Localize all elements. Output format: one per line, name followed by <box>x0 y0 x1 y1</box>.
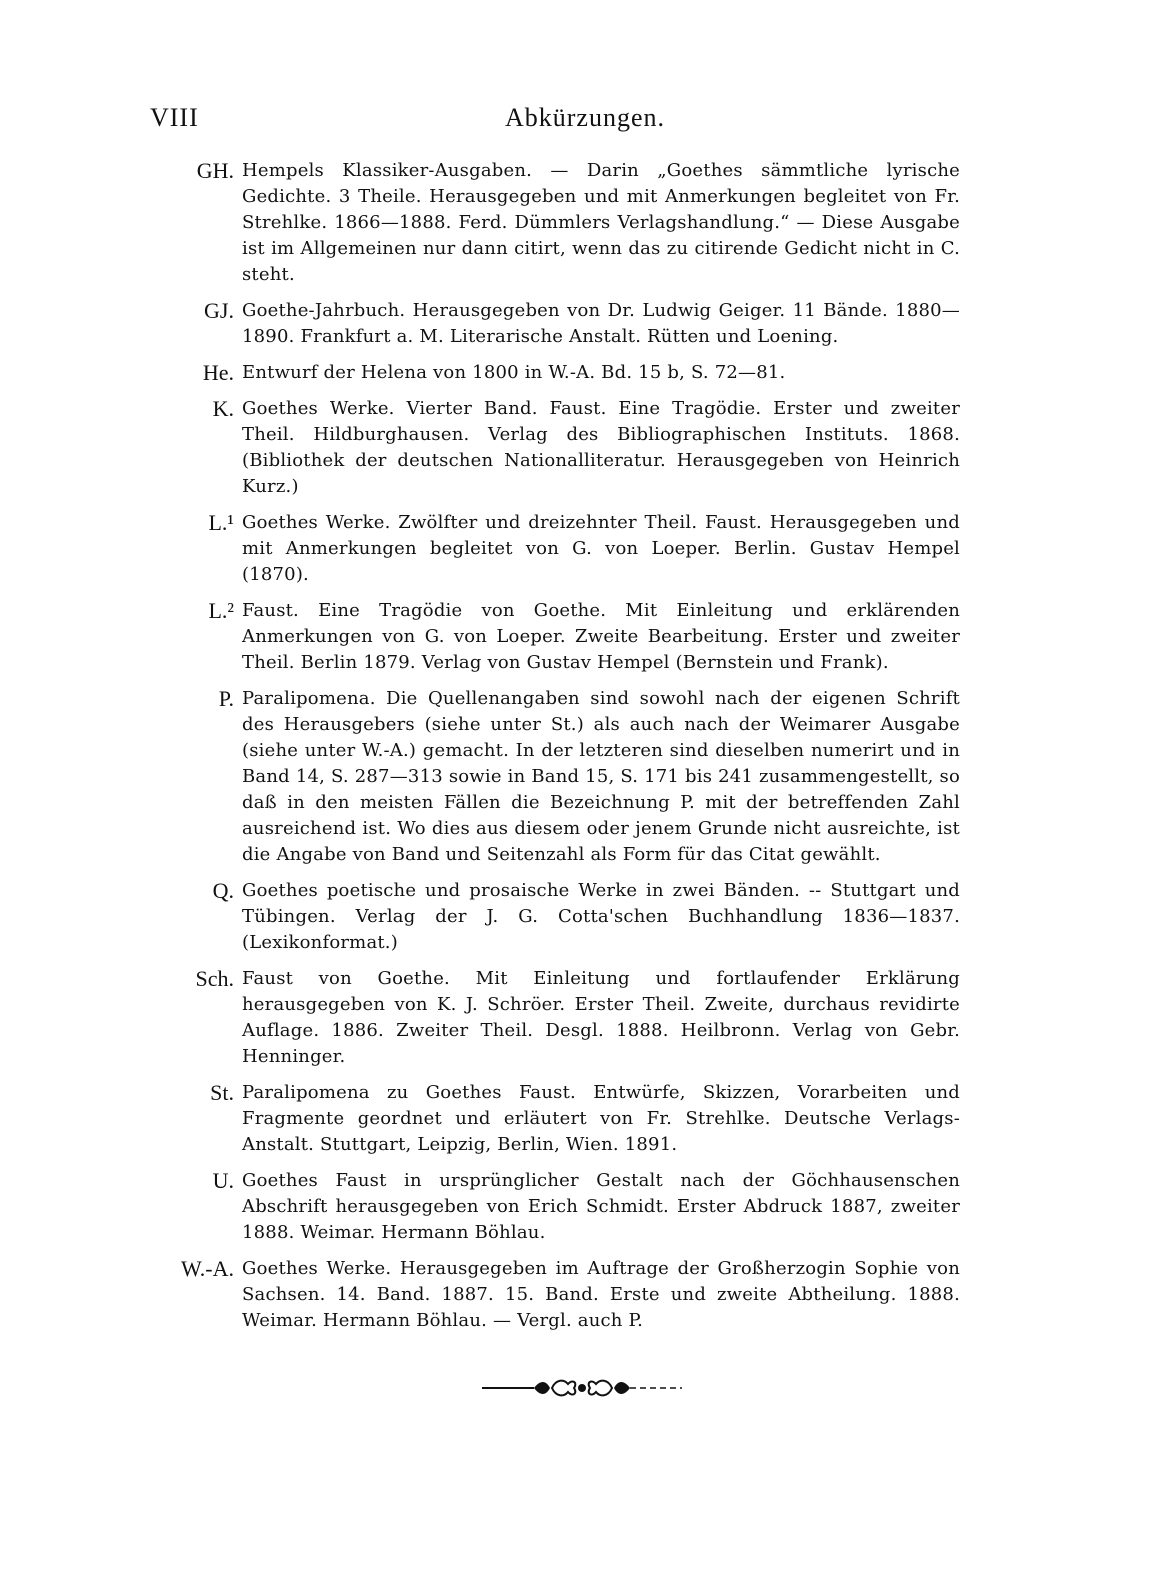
abbreviation-description: Paralipomena zu Goethes Faust. Entwürfe, Skizzen, Vorarbeiten und Fragmente geordnet und erläutert von Fr. Strehlke. Deutsche Verlags-Anstalt. Stuttgart, Leipzig, Berlin, Wien. 1891. <box>242 1082 960 1155</box>
abbreviation-term: St. <box>210 1080 234 1105</box>
ornamental-rule-icon <box>0 1376 1163 1404</box>
abbreviation-description: Goethes Werke. Zwölfter und dreizehnter Theil. Faust. Herausgegeben und mit Anmerkungen begleitet von G. von Loeper. Berlin. Gustav Hempel (1870). <box>242 512 960 585</box>
abbreviation-term: L.² <box>208 598 234 623</box>
abbreviation-term: L.¹ <box>208 510 234 535</box>
abbreviation-term: U. <box>212 1168 234 1193</box>
abbreviation-description: Goethes Faust in ursprünglicher Gestalt nach der Göchhausenschen Abschrift herausgegeben von Erich Schmidt. Erster Abdruck 1887, zweiter 1888. Weimar. Hermann Böhlau. <box>242 1170 960 1243</box>
list-item <box>160 158 960 288</box>
abbreviation-term: GH. <box>196 158 234 183</box>
ornamental-rule-icon <box>482 1376 682 1400</box>
page-header <box>150 103 1020 143</box>
list-item <box>160 966 960 1070</box>
list-item <box>160 298 960 350</box>
list-item <box>160 598 960 676</box>
abbreviation-description: Goethe-Jahrbuch. Herausgegeben von Dr. Ludwig Geiger. 11 Bände. 1880—1890. Frankfurt a. M. Literarische Anstalt. Rütten und Loening. <box>242 300 960 347</box>
list-item <box>160 686 960 868</box>
abbreviation-description: Goethes Werke. Herausgegeben im Auftrage der Großherzogin Sophie von Sachsen. 14. Band. 1887. 15. Band. Erste und zweite Abtheilung. 1888. Weimar. Hermann Böhlau. — Vergl. auch P. <box>242 1258 960 1331</box>
abbreviation-description: Faust von Goethe. Mit Einleitung und fortlaufender Erklärung herausgegeben von K. J. Schröer. Erster Theil. Zweite, durchaus revidirte Auflage. 1886. Zweiter Theil. Desgl. 1888. Heilbronn. Verlag von Gebr. Henninger. <box>242 968 960 1067</box>
abbreviation-term: GJ. <box>204 298 234 323</box>
abbreviation-description: Hempels Klassiker-Ausgaben. — Darin „Goethes sämmtliche lyrische Gedichte. 3 Theile. Herausgegeben und mit Anmerkungen begleitet von Fr. Strehlke. 1866—1888. Ferd. Dümmlers Verlagshandlung.“ — Diese Ausgabe ist im Allgemeinen nur dann citirt, wenn das zu citirende Gedicht nicht in C. steht. <box>242 160 960 285</box>
list-item <box>160 360 960 386</box>
abbreviation-description: Paralipomena. Die Quellenangaben sind sowohl nach der eigenen Schrift des Herausgebers (siehe unter St.) als auch nach der Weimarer Ausgabe (siehe unter W.-A.) gemacht. In der letzteren sind dieselben numerirt und in Band 14, S. 287—313 sowie in Band 15, S. 171 bis 241 zusammengestellt, so daß in den meisten Fällen die Bezeichnung P. mit der betreffenden Zahl ausreichend ist. Wo dies aus diesem oder jenem Grunde nicht ausreichte, ist die Angabe von Band und Seitenzahl als Form für das Citat gewählt. <box>242 688 960 865</box>
list-item <box>160 1256 960 1334</box>
list-item <box>160 878 960 956</box>
page-title: Abkürzungen. <box>504 103 665 132</box>
list-item <box>160 1168 960 1246</box>
abbreviation-term: P. <box>218 686 234 711</box>
abbreviation-description: Goethes Werke. Vierter Band. Faust. Eine Tragödie. Erster und zweiter Theil. Hildburghausen. Verlag des Bibliographischen Instituts. 1868. (Bibliothek der deutschen Nationalliteratur. Herausgegeben von Heinrich Kurz.) <box>242 398 960 497</box>
abbreviation-description: Faust. Eine Tragödie von Goethe. Mit Einleitung und erklärenden Anmerkungen von G. von Loeper. Zweite Bearbeitung. Erster und zweiter Theil. Berlin 1879. Verlag von Gustav Hempel (Bernstein und Frank). <box>242 600 960 673</box>
abbreviation-term: K. <box>212 396 234 421</box>
abbreviation-description: Entwurf der Helena von 1800 in W.-A. Bd. 15 b, S. 72—81. <box>242 362 786 383</box>
abbreviation-list <box>160 158 960 1344</box>
page-number: VIII <box>150 103 199 132</box>
list-item <box>160 1080 960 1158</box>
abbreviation-term: Q. <box>212 878 234 903</box>
abbreviation-description: Goethes poetische und prosaische Werke in zwei Bänden. -- Stuttgart und Tübingen. Verlag der J. G. Cotta'schen Buchhandlung 1836—1837. (Lexikonformat.) <box>242 880 960 953</box>
list-item <box>160 396 960 500</box>
abbreviation-term: Sch. <box>195 966 234 991</box>
abbreviation-term: W.-A. <box>181 1256 234 1281</box>
abbreviation-term: He. <box>202 360 234 385</box>
list-item <box>160 510 960 588</box>
